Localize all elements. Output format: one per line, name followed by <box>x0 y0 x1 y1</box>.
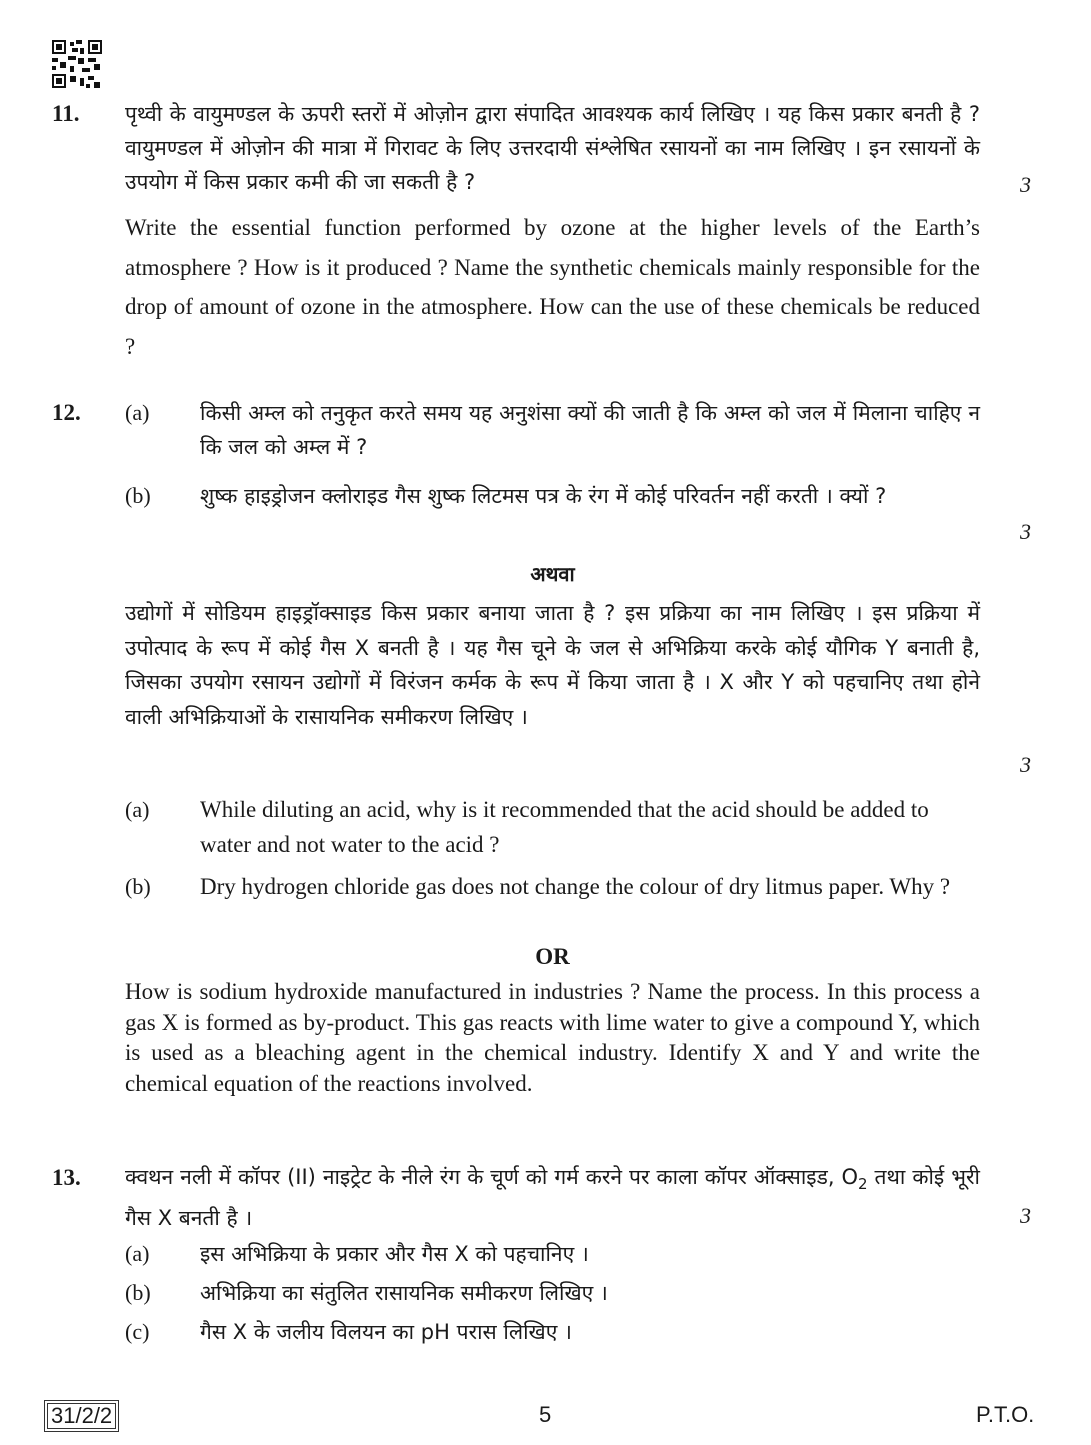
q12b-english-text: Dry hydrogen chloride gas does not change the colour of dry litmus paper. Why ? <box>200 874 951 899</box>
subpart-label: (b) <box>125 1280 151 1305</box>
marks: 3 <box>1020 519 1031 544</box>
q11-english-text: Write the essential function performed by ozone at the higher levels of the Earth’s atmosphere ? How is it produced ? Name the synthetic chemicals mainly responsible for the drop of amount of ozone in the atmosphere. How can the use of these chemicals be reduced ? <box>125 215 980 359</box>
question-number: 12. <box>52 400 81 425</box>
page-turn-over: P.T.O. <box>976 1402 1035 1427</box>
page-number: 5 <box>539 1402 552 1427</box>
subpart-label: (c) <box>125 1319 150 1344</box>
q12a-hindi-text: किसी अम्ल को तनुकृत करते समय यह अनुशंसा क्यों की जाती है कि अम्ल को जल में मिलाना चाहिए न कि जल को अम्ल में ? <box>200 401 980 459</box>
paper-code: 31/2/2 <box>44 1400 119 1432</box>
subscript: 2 <box>858 1175 868 1194</box>
subpart-label: (b) <box>125 874 151 899</box>
q12b-hindi-text: शुष्क हाइड्रोजन क्लोराइड गैस शुष्क लिटमस पत्र के रंग में कोई परिवर्तन नहीं करती । क्यों ? <box>200 484 887 508</box>
subpart-label: (a) <box>125 797 150 822</box>
marks: 3 <box>1020 172 1031 197</box>
qr-code-icon <box>52 40 102 88</box>
q13c-hindi-text: गैस X के जलीय विलयन का pH परास लिखिए । <box>200 1320 572 1344</box>
q11-hindi-text: पृथ्वी के वायुमण्डल के ऊपरी स्तरों में ओज़ोन द्वारा संपादित आवश्यक कार्य लिखिए । यह किस प्रकार बनती है ? वायुमण्डल में ओज़ोन की मात्रा में गिरावट के लिए उत्तरदायी संश्लेषित रसायनों का नाम लिखिए । इन रसायनों के उपयोग में किस प्रकार कमी की जा सकती है ? <box>125 102 980 194</box>
q12a-english-text: While diluting an acid, why is it recommended that the acid should be added to water and not water to the acid ? <box>200 797 929 857</box>
subpart-label: (b) <box>125 483 151 508</box>
q13a-hindi-text: इस अभिक्रिया के प्रकार और गैस X को पहचानिए । <box>200 1242 589 1266</box>
marks: 3 <box>1020 752 1031 777</box>
q12-alt-english-text: How is sodium hydroxide manufactured in industries ? Name the process. In this process a gas X is formed as by-product. This gas reacts with lime water to give a compound Y, which is used as a bleaching agent in the chemical industry. Identify X and Y and write the chemical equation of the reactions involved. <box>125 979 980 1096</box>
question-number: 13. <box>52 1165 81 1190</box>
subpart-label: (a) <box>125 400 150 425</box>
q13b-hindi-text: अभिक्रिया का संतुलित रासायनिक समीकरण लिखिए । <box>200 1281 608 1305</box>
question-number: 11. <box>52 101 80 126</box>
or-heading-hindi: अथवा <box>530 562 575 586</box>
or-heading: OR <box>535 944 570 969</box>
q13-hindi-text: क्वथन नली में कॉपर (II) नाइट्रेट के नीले रंग के चूर्ण को गर्म करने पर काला कॉपर ऑक्साइड, $O_2$ तथा कोई भूरी गैस X बनती है । <box>125 1165 980 1231</box>
marks: 3 <box>1020 1203 1031 1228</box>
q12-alt-hindi-text: उद्योगों में सोडियम हाइड्रॉक्साइड किस प्रकार बनाया जाता है ? इस प्रक्रिया का नाम लिखिए । इस प्रक्रिया में उपोत्पाद के रूप में कोई गैस X बनती है । यह गैस चूने के जल से अभिक्रिया करके कोई यौगिक Y बनाती है, जिसका उपयोग रसायन उद्योगों में विरंजन कर्मक के रूप में किया जाता है । X और Y को पहचानिए तथा होने वाली अभिक्रियाओं के रासायनिक समीकरण लिखिए । <box>125 601 980 729</box>
subpart-label: (a) <box>125 1241 150 1266</box>
